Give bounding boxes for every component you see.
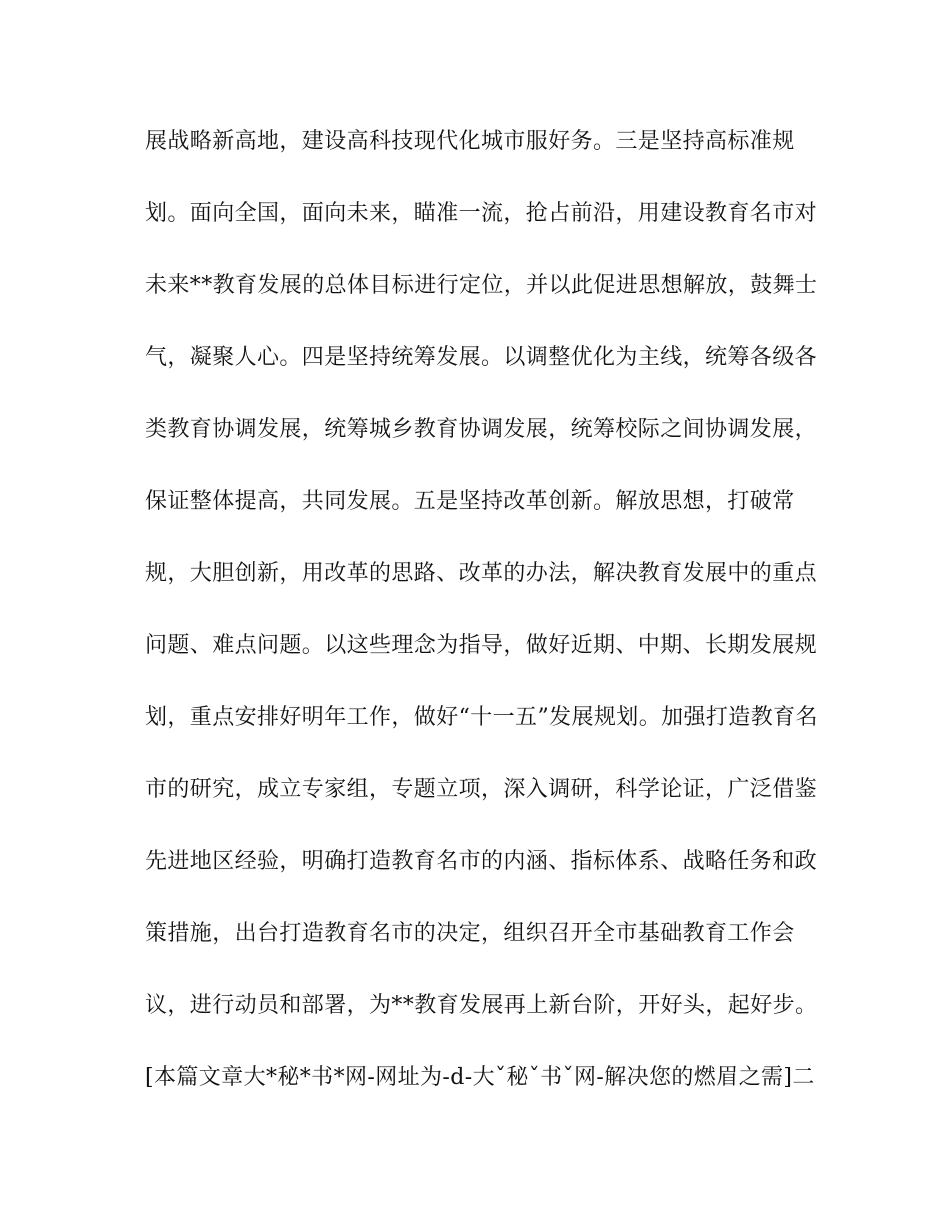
paragraph-line: 展战略新高地，建设高科技现代化城市服好务。三是坚持高标准规	[145, 129, 795, 154]
paragraph-line: 规，大胆创新，用改革的思路、改革的办法，解决教育发展中的重点	[145, 561, 818, 586]
paragraph-line: 保证整体提高，共同发展。五是坚持改革创新。解放思想，打破常	[145, 489, 795, 514]
paragraph-line: 未来**教育发展的总体目标进行定位，并以此促进思想解放，鼓舞士	[145, 273, 818, 298]
watermark-line: [本篇文章大*秘*书*网-网址为-d-大ˇ秘ˇ书ˇ网-解决您的燃眉之需]二	[145, 1065, 815, 1090]
paragraph-line: 类教育协调发展，统筹城乡教育协调发展，统筹校际之间协调发展，	[145, 417, 818, 442]
paragraph-line: 市的研究，成立专家组，专题立项，深入调研，科学论证，广泛借鉴	[145, 777, 818, 802]
paragraph-line: 划。面向全国，面向未来，瞄准一流，抢占前沿，用建设教育名市对	[145, 201, 818, 226]
paragraph-line: 先进地区经验，明确打造教育名市的内涵、指标体系、战略任务和政	[145, 849, 818, 874]
paragraph-line: 划，重点安排好明年工作，做好“十一五”发展规划。加强打造教育名	[145, 705, 818, 730]
paragraph-line: 议，进行动员和部署，为**教育发展再上新台阶，开好头，起好步。	[145, 993, 818, 1018]
paragraph-line: 气，凝聚人心。四是坚持统筹发展。以调整优化为主线，统筹各级各	[145, 345, 818, 370]
paragraph-line: 问题、难点问题。以这些理念为指导，做好近期、中期、长期发展规	[145, 633, 818, 658]
paragraph-line: 策措施，出台打造教育名市的决定，组织召开全市基础教育工作会	[145, 921, 795, 946]
